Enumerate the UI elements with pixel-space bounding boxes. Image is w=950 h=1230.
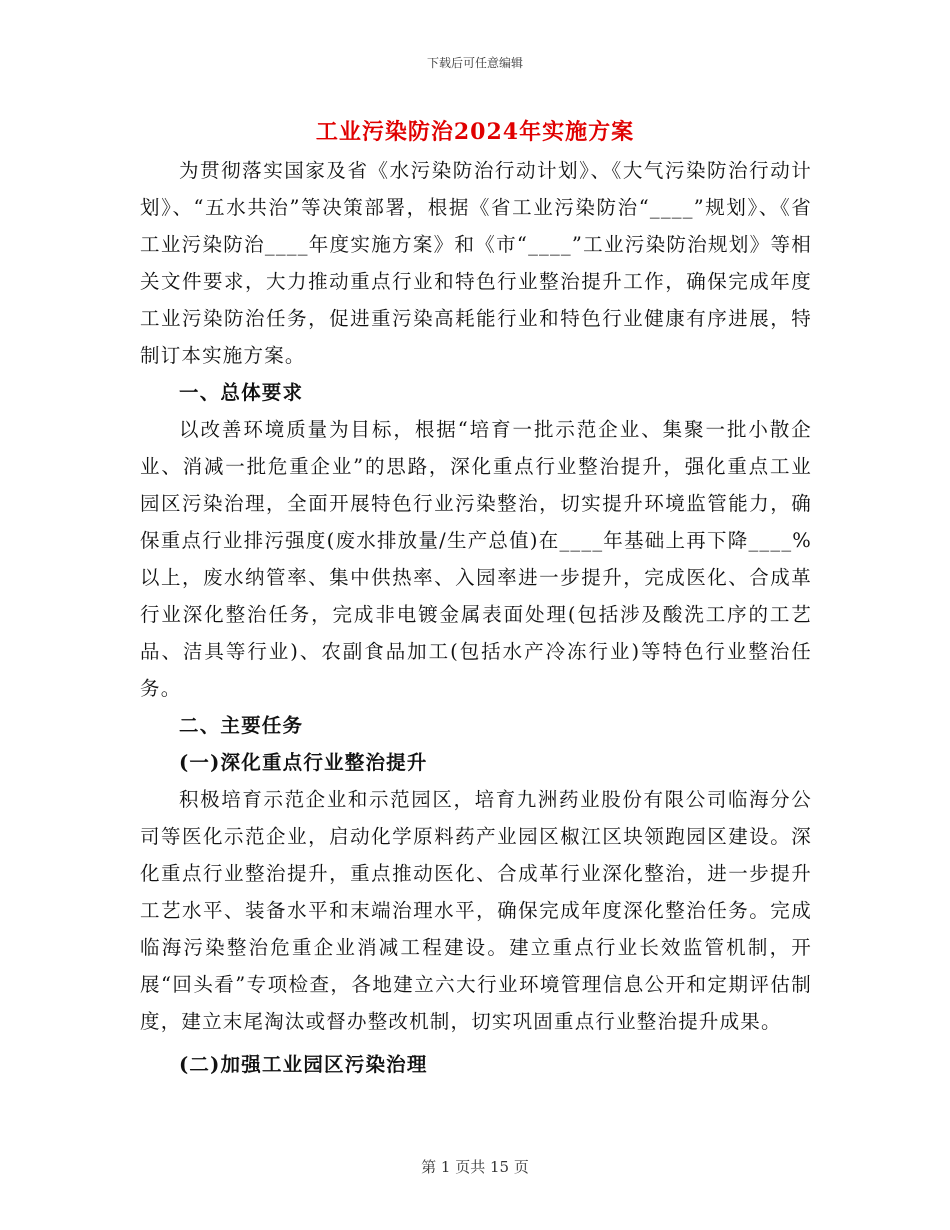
page-header-note: 下载后可任意编辑 [426, 56, 523, 70]
subsection-heading-key-industries: (一)深化重点行业整治提升 [179, 751, 428, 774]
document-body [140, 152, 812, 1083]
general-requirements-paragraph: 以改善环境质量为目标，根据“培育一批示范企业、集聚一批小散企业、消减一批危重企业”的思路，深化重点行业整治提升，强化重点工业园区污染治理，全面开展特色行业污染整治，切实提升环境监管能力，确保重点行业排污强度(废水排放量/生产总值)在____年基础上再下降____%以上，废水纳管率、集中供热率、入园率进一步提升，完成医化、合成革行业深化整治任务，完成非电镀金属表面处理(包括涉及酸洗工序的工艺品、洁具等行业)、农副食品加工(包括水产冷冻行业)等特色行业整治任务。 [140, 418, 812, 700]
intro-paragraph: 为贯彻落实国家及省《水污染防治行动计划》、《大气污染防治行动计划》、“五水共治”等决策部署，根据《省工业污染防治“____”规划》、《省工业污染防治____年度实施方案》和《市“____”工业污染防治规划》等相关文件要求，大力推动重点行业和特色行业整治提升工作，确保完成年度工业污染防治任务，促进重污染高耗能行业和特色行业健康有序进展，特制订本实施方案。 [140, 159, 812, 367]
section-heading-main-tasks: 二、主要任务 [179, 714, 304, 737]
subsection-heading-industrial-parks: (二)加强工业园区污染治理 [179, 1053, 428, 1076]
document-title: 工业污染防治2024年实施方案 [315, 119, 635, 145]
key-industries-paragraph: 积极培育示范企业和示范园区，培育九洲药业股份有限公司临海分公司等医化示范企业，启动化学原料药产业园区椒江区块领跑园区建设。深化重点行业整治提升，重点推动医化、合成革行业深化整治，进一步提升工艺水平、装备水平和末端治理水平，确保完成年度深化整治任务。完成临海污染整治危重企业消减工程建设。建立重点行业长效监管机制，开展“回头看”专项检查，各地建立六大行业环境管理信息公开和定期评估制度，建立末尾淘汰或督办整改机制，切实巩固重点行业整治提升成果。 [140, 788, 812, 1033]
page-number-footer: 第 1 页共 15 页 [421, 1158, 529, 1176]
section-heading-general-requirements: 一、总体要求 [179, 381, 304, 404]
